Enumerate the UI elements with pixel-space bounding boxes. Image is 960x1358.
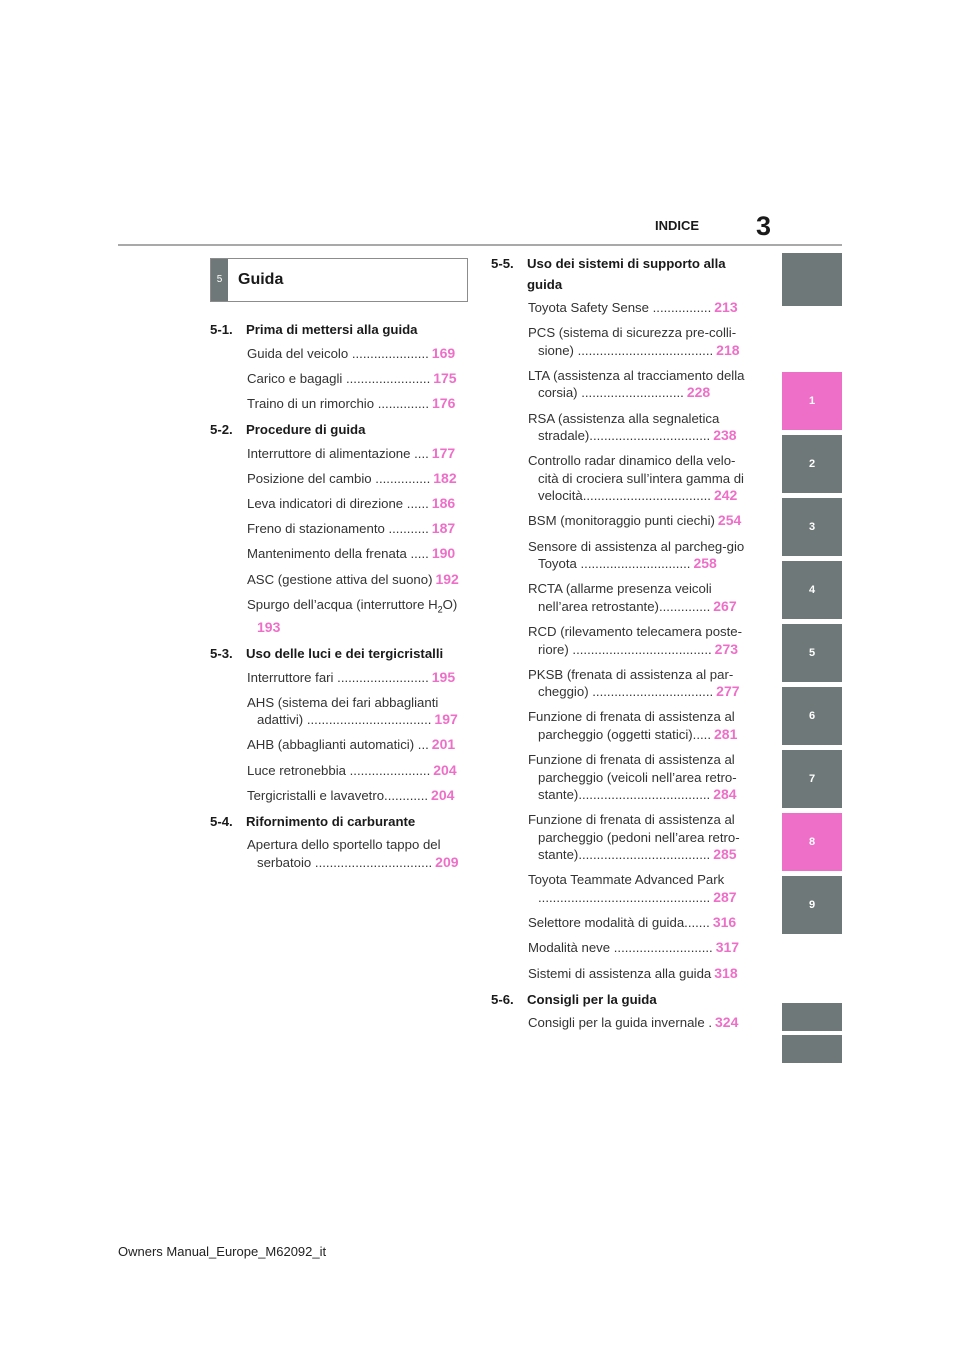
toc-entry-page[interactable]: 190 xyxy=(431,545,456,562)
toc-entry-text: Toyota Teammate Advanced Park ............................................... xyxy=(528,872,725,905)
chapter-tab-9[interactable]: 9 xyxy=(782,876,842,934)
toc-entry[interactable] xyxy=(247,345,470,363)
toc-entry-text: Mantenimento della frenata ..... xyxy=(247,546,429,562)
toc-entry-page[interactable]: 197 xyxy=(434,711,458,728)
toc-group-code: 5-4. xyxy=(210,813,233,829)
toc-entry-text: Sistemi di assistenza alla guida xyxy=(528,965,712,981)
chapter-tab-7[interactable]: 7 xyxy=(782,750,842,808)
chapter-tab-5[interactable]: 5 xyxy=(782,624,842,682)
toc-entry[interactable] xyxy=(528,299,751,317)
toc-entry-page[interactable]: 277 xyxy=(716,683,740,700)
toc-group-title: Prima di mettersi alla guida xyxy=(246,322,418,337)
toc-entry-page[interactable]: 176 xyxy=(432,394,456,411)
toc-entry[interactable] xyxy=(247,470,470,488)
header-title: INDICE xyxy=(655,218,700,233)
toc-entry[interactable] xyxy=(247,445,470,463)
chapter-tab-2[interactable]: 2 xyxy=(782,435,842,493)
toc-group-heading xyxy=(210,812,470,833)
toc-entry-text: Apertura dello sportello tappo del serbatoio ................................ xyxy=(247,837,441,870)
section-title: Guida xyxy=(238,271,284,288)
toc-entry-page[interactable]: 285 xyxy=(713,846,737,863)
toc-entry-text: Funzione di frenata di assistenza al parcheggio (oggetti statici)..... xyxy=(528,709,735,742)
toc-entry-page[interactable]: 228 xyxy=(686,384,711,401)
toc-entry-page[interactable]: 287 xyxy=(713,888,737,905)
toc-entry-page[interactable]: 182 xyxy=(433,469,457,486)
toc-group-heading xyxy=(491,254,751,295)
toc-entry-page[interactable]: 186 xyxy=(431,494,456,511)
toc-entry-page[interactable]: 254 xyxy=(717,512,742,529)
toc-entry[interactable] xyxy=(528,580,751,615)
toc-entry-page[interactable]: 316 xyxy=(712,914,737,931)
toc-entry-text-post: O) xyxy=(442,596,458,612)
toc-entry-text: Interruttore di alimentazione .... xyxy=(247,445,429,461)
toc-entry-subscript: 2 xyxy=(437,604,443,615)
chapter-tab-3[interactable]: 3 xyxy=(782,498,842,556)
toc-entry[interactable] xyxy=(247,596,470,637)
toc-entry[interactable] xyxy=(528,623,751,658)
toc-entry-text: Modalità neve ........................... xyxy=(528,940,713,956)
toc-entry-page[interactable]: 209 xyxy=(435,853,459,870)
toc-entry-text: Controllo radar dinamico della velo-cità di crociera sull’intera gamma di velocità................................... xyxy=(528,453,744,504)
toc-entry[interactable] xyxy=(528,811,751,864)
toc-entry-text: Toyota Safety Sense ................ xyxy=(528,300,712,315)
toc-entry-text: Posizione del cambio ............... xyxy=(247,470,431,486)
toc-entry[interactable] xyxy=(247,520,470,538)
toc-entry-text: PKSB (frenata di assistenza al par-cheggio) ................................. xyxy=(528,666,734,700)
toc-entry-page[interactable]: 175 xyxy=(433,369,457,386)
toc-group-code: 5-3. xyxy=(210,646,233,662)
toc-entry-page[interactable]: 284 xyxy=(713,786,737,803)
toc-entry[interactable] xyxy=(528,367,751,402)
chapter-tab-blank[interactable] xyxy=(782,1035,842,1063)
toc-entry[interactable] xyxy=(528,452,751,505)
toc-entry-page[interactable]: 187 xyxy=(431,520,456,537)
toc-entry-text: Consigli per la guida invernale . xyxy=(528,1015,713,1031)
toc-entry-text: Traino di un rimorchio .............. xyxy=(247,395,429,411)
toc-entry-page[interactable]: 177 xyxy=(431,444,456,461)
toc-entry[interactable] xyxy=(528,871,751,906)
toc-entry-text: Spurgo dell’acqua (interruttore H xyxy=(247,596,438,612)
toc-group-code: 5-2. xyxy=(210,422,233,438)
toc-entry[interactable] xyxy=(528,751,751,804)
chapter-tab-1[interactable]: 1 xyxy=(782,372,842,430)
toc-entry-page[interactable]: 317 xyxy=(715,939,740,956)
toc-entry-text: AHB (abbaglianti automatici) ... xyxy=(247,737,429,753)
toc-entry-text: Tergicristalli e lavavetro............ xyxy=(247,787,429,803)
toc-entry[interactable] xyxy=(247,395,470,413)
toc-entry-text: AHS (sistema dei fari abbaglianti adattivi) .................................. xyxy=(247,694,439,728)
toc-entry[interactable] xyxy=(247,787,470,805)
toc-entry[interactable] xyxy=(247,736,470,754)
section-header xyxy=(210,258,468,302)
toc-group-heading xyxy=(210,644,470,665)
toc-entry[interactable] xyxy=(247,762,470,780)
toc-entry-page[interactable]: 169 xyxy=(431,344,456,361)
toc-group-heading xyxy=(210,420,470,441)
toc-entry-page[interactable]: 281 xyxy=(714,725,738,742)
toc-entry[interactable] xyxy=(528,666,751,701)
toc-entry-text: Carico e bagagli ....................... xyxy=(247,370,431,386)
chapter-tab-6[interactable]: 6 xyxy=(782,687,842,745)
toc-entry-text: RCD (rilevamento telecamera poste-riore) ...................................... xyxy=(528,624,743,657)
toc-entry[interactable] xyxy=(528,914,751,932)
toc-entry-page[interactable]: 258 xyxy=(693,555,717,572)
toc-left-column xyxy=(210,320,470,879)
toc-entry[interactable] xyxy=(247,571,470,589)
toc-entry-text: Freno di stazionamento ........... xyxy=(247,521,429,537)
toc-entry[interactable] xyxy=(528,324,751,359)
toc-entry-text: Guida del veicolo ..................... xyxy=(247,345,429,361)
toc-entry-page[interactable]: 213 xyxy=(714,299,738,315)
chapter-tab-blank[interactable] xyxy=(782,1003,842,1031)
toc-entry-text: ASC (gestione attiva del suono) xyxy=(247,571,433,587)
toc-entry[interactable] xyxy=(528,708,751,743)
toc-right-column xyxy=(491,254,751,1039)
toc-entry-text: Sensore di assistenza al parcheg-gio Toyota .............................. xyxy=(528,538,745,572)
header-rule xyxy=(118,244,842,246)
toc-entry-page[interactable]: 242 xyxy=(713,487,738,504)
toc-group-code: 5-5. xyxy=(491,256,514,271)
chapter-tab-4[interactable]: 4 xyxy=(782,561,842,619)
toc-group-heading xyxy=(491,990,751,1011)
toc-entry-page[interactable]: 318 xyxy=(714,964,738,981)
toc-group-code: 5-6. xyxy=(491,991,514,1007)
toc-entry[interactable] xyxy=(528,965,751,983)
toc-group-title: Procedure di guida xyxy=(246,422,366,438)
toc-entry[interactable] xyxy=(528,512,751,530)
toc-entry-page[interactable]: 218 xyxy=(716,341,740,358)
section-number: 5 xyxy=(211,259,228,301)
toc-entry-page[interactable]: 238 xyxy=(713,427,737,444)
toc-entry[interactable] xyxy=(528,939,751,957)
toc-entry-page[interactable]: 201 xyxy=(431,736,456,753)
toc-entry-page[interactable]: 273 xyxy=(714,640,739,657)
toc-entry[interactable] xyxy=(247,545,470,563)
footer-text: Owners Manual_Europe_M62092_it xyxy=(118,1244,327,1259)
toc-entry[interactable] xyxy=(247,370,470,388)
toc-entry-page[interactable]: 192 xyxy=(435,570,459,587)
toc-group-title: Rifornimento di carburante xyxy=(246,813,416,829)
toc-entry-text: Selettore modalità di guida....... xyxy=(528,915,710,931)
toc-entry[interactable] xyxy=(528,1014,751,1032)
toc-entry-page[interactable]: 204 xyxy=(433,761,457,778)
toc-entry-text: RSA (assistenza alla segnaletica stradale)................................. xyxy=(528,410,720,444)
toc-entry-text: PCS (sistema di sicurezza pre-colli-sione) ..................................... xyxy=(528,325,737,358)
toc-entry-text: Leva indicatori di direzione ...... xyxy=(247,495,429,511)
toc-entry[interactable] xyxy=(528,538,751,573)
toc-group-title: Consigli per la guida xyxy=(527,991,657,1007)
toc-entry-text: LTA (assistenza al tracciamento della corsia) ............................ xyxy=(528,367,745,401)
toc-entry[interactable] xyxy=(247,669,470,687)
toc-entry[interactable] xyxy=(247,694,470,729)
toc-entry-text: Funzione di frenata di assistenza al parcheggio (pedoni nell’area retro-stante).................................... xyxy=(528,812,740,863)
toc-entry-page[interactable]: 193 xyxy=(257,618,281,635)
toc-entry[interactable] xyxy=(528,410,751,445)
toc-entry-page[interactable]: 324 xyxy=(715,1014,739,1031)
toc-entry-text: BSM (monitoraggio punti ciechi) xyxy=(528,513,715,529)
toc-group-code: 5-1. xyxy=(210,322,233,337)
page-number: 3 xyxy=(756,211,772,241)
toc-entry-text: Interruttore fari ......................... xyxy=(247,669,429,685)
toc-entry-page[interactable]: 195 xyxy=(431,668,456,685)
toc-entry-page[interactable]: 267 xyxy=(713,597,737,614)
toc-group-heading xyxy=(210,320,470,341)
chapter-tab-blank[interactable] xyxy=(782,253,842,306)
toc-entry-text: Funzione di frenata di assistenza al parcheggio (veicoli nell’area retro-stante).................................... xyxy=(528,752,737,803)
chapter-tab-8[interactable]: 8 xyxy=(782,813,842,871)
toc-group-title: Uso delle luci e dei tergicristalli xyxy=(246,646,444,662)
toc-entry-text: RCTA (allarme presenza veicoli nell’area retrostante).............. xyxy=(528,581,712,614)
toc-entry-page[interactable]: 204 xyxy=(431,786,455,803)
toc-entry[interactable] xyxy=(247,836,470,871)
toc-group-title: Uso dei sistemi di supporto alla guida xyxy=(527,256,726,292)
toc-entry[interactable] xyxy=(247,495,470,513)
toc-entry-text: Luce retronebbia ...................... xyxy=(247,762,431,778)
